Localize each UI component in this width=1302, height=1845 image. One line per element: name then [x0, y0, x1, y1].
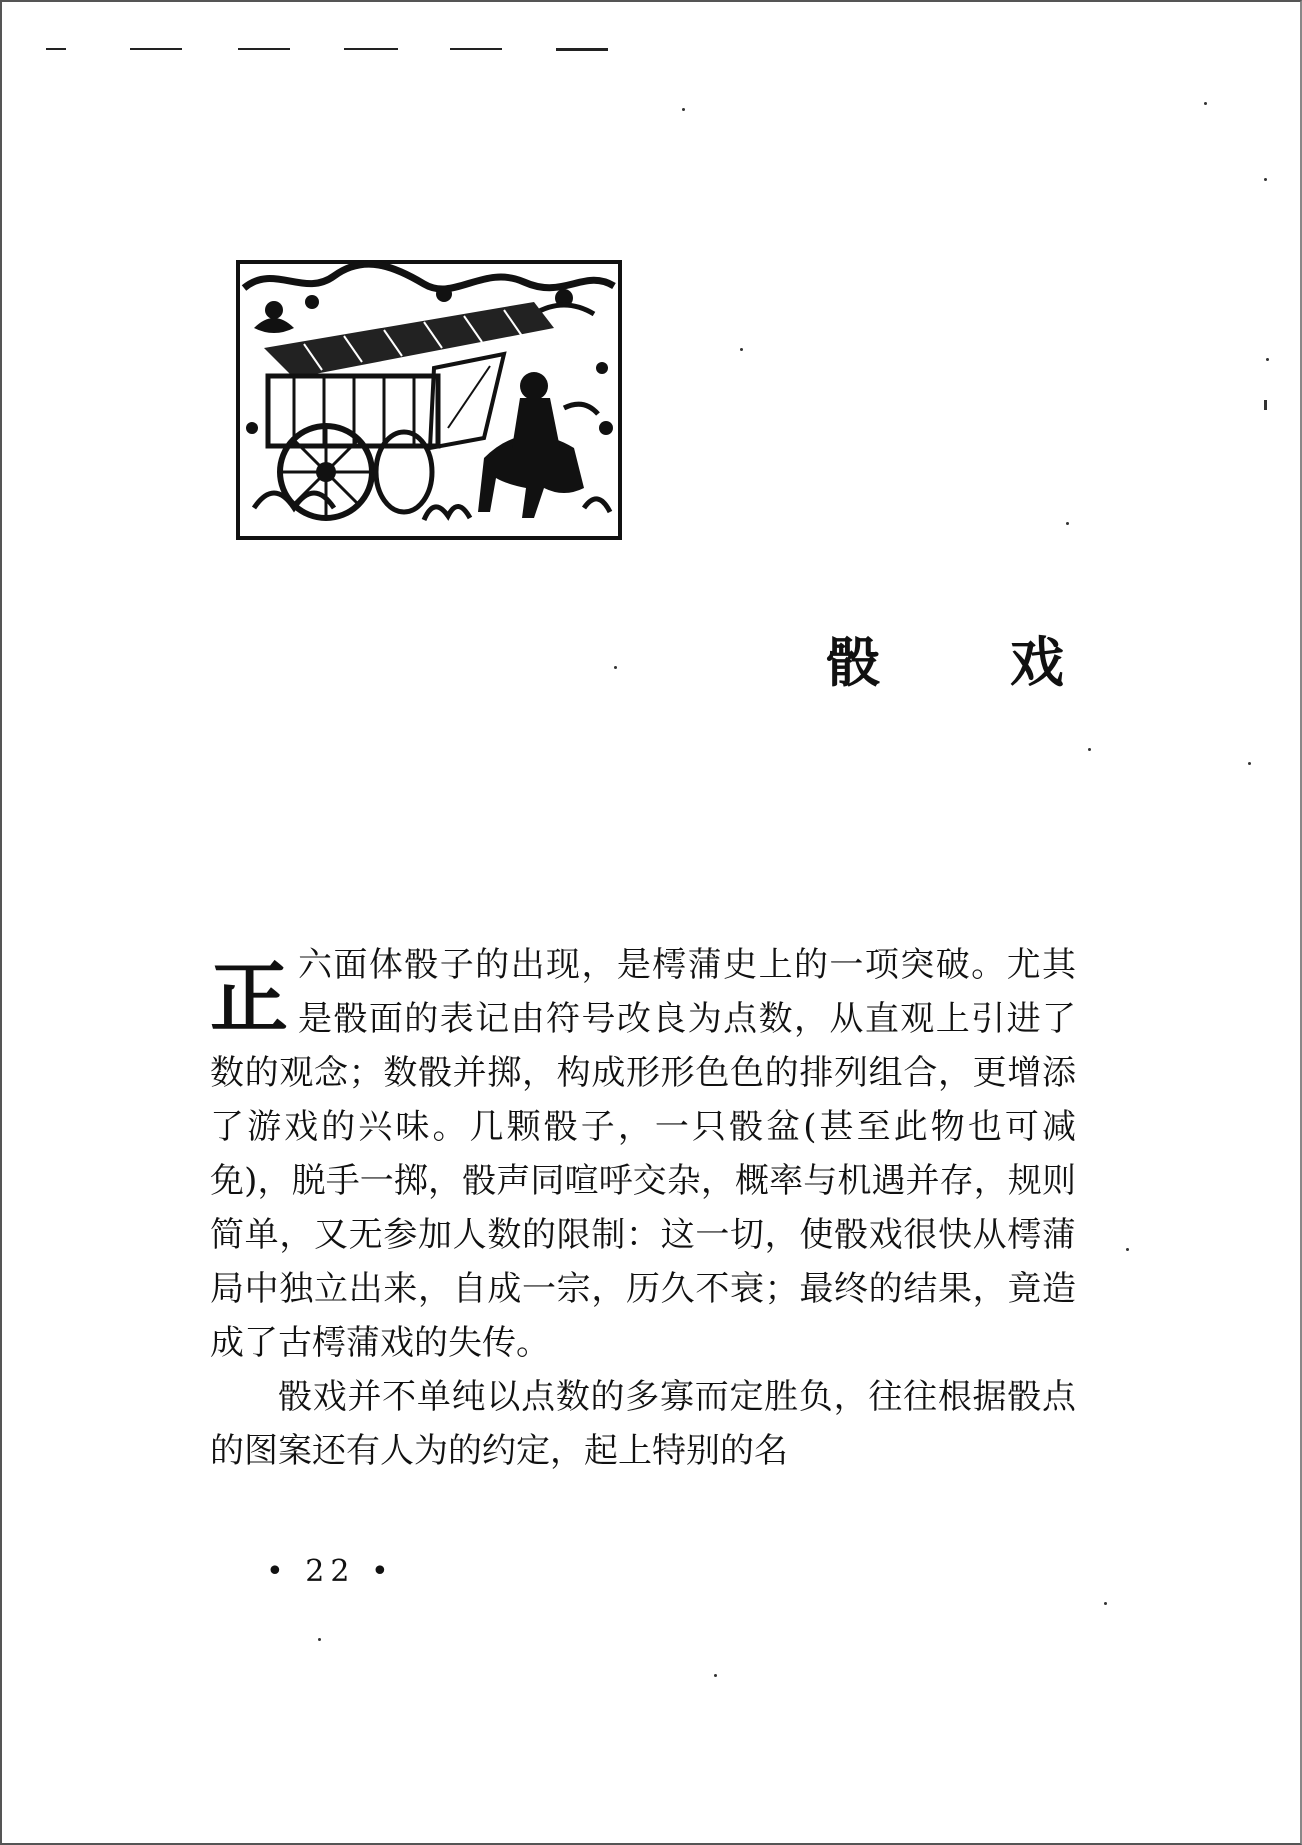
top-dash-mark: [450, 48, 502, 50]
paragraph: [210, 1370, 1076, 1478]
scan-speck: [1264, 178, 1267, 181]
scan-speck: [1248, 762, 1251, 765]
page-number: • 22 •: [266, 1554, 395, 1589]
scan-speck: [614, 666, 617, 669]
chapter-title-char: 戏: [1010, 631, 1064, 694]
top-dash-mark: [238, 48, 290, 50]
scan-speck: [682, 108, 685, 111]
scan-speck: [1204, 102, 1207, 105]
top-dash-mark: [46, 48, 66, 50]
paragraph-text: 六面体骰子的出现，是樗蒲史上的一项突破。尤其是骰面的表记由符号改良为点数，从直观上引进了数的观念；数骰并掷，构成形形色色的排列组合，更增添了游戏的兴味。几颗骰子，一只骰盆(甚至此物也可减免)，脱手一掷，骰声同喧呼交杂，概率与机遇并存，规则简单，又无参加人数的限制：这一切，使骰戏很快从樗蒲局中独立出来，自成一宗，历久不衰；最终的结果，竟造成了古樗蒲戏的失传。: [210, 945, 1076, 1363]
paragraph-text: 骰戏并不单纯以点数的多寡而定胜负，往往根据骰点的图案还有人为的约定，起上特别的名: [210, 1377, 1076, 1471]
paragraph: [210, 938, 1076, 1370]
ox-cart-illustration: [234, 258, 624, 542]
scan-speck: [1104, 1602, 1107, 1605]
top-dash-mark: [130, 48, 182, 50]
scan-speck: [1264, 400, 1267, 410]
body-text: [210, 938, 1076, 1478]
scan-speck: [740, 348, 743, 351]
scan-speck: [318, 1638, 321, 1641]
scan-speck: [1088, 748, 1091, 751]
scan-speck: [1266, 358, 1269, 361]
scan-speck: [1066, 522, 1069, 525]
top-dash-mark: [556, 48, 608, 51]
top-dash-mark: [344, 48, 398, 50]
chapter-title-char: 骰: [826, 631, 880, 694]
scan-speck: [714, 1674, 717, 1677]
drop-cap: 正: [210, 953, 289, 1044]
chapter-title: [826, 620, 1064, 697]
ox-cart-scene-icon: [234, 258, 624, 542]
scan-speck: [1126, 1248, 1129, 1251]
